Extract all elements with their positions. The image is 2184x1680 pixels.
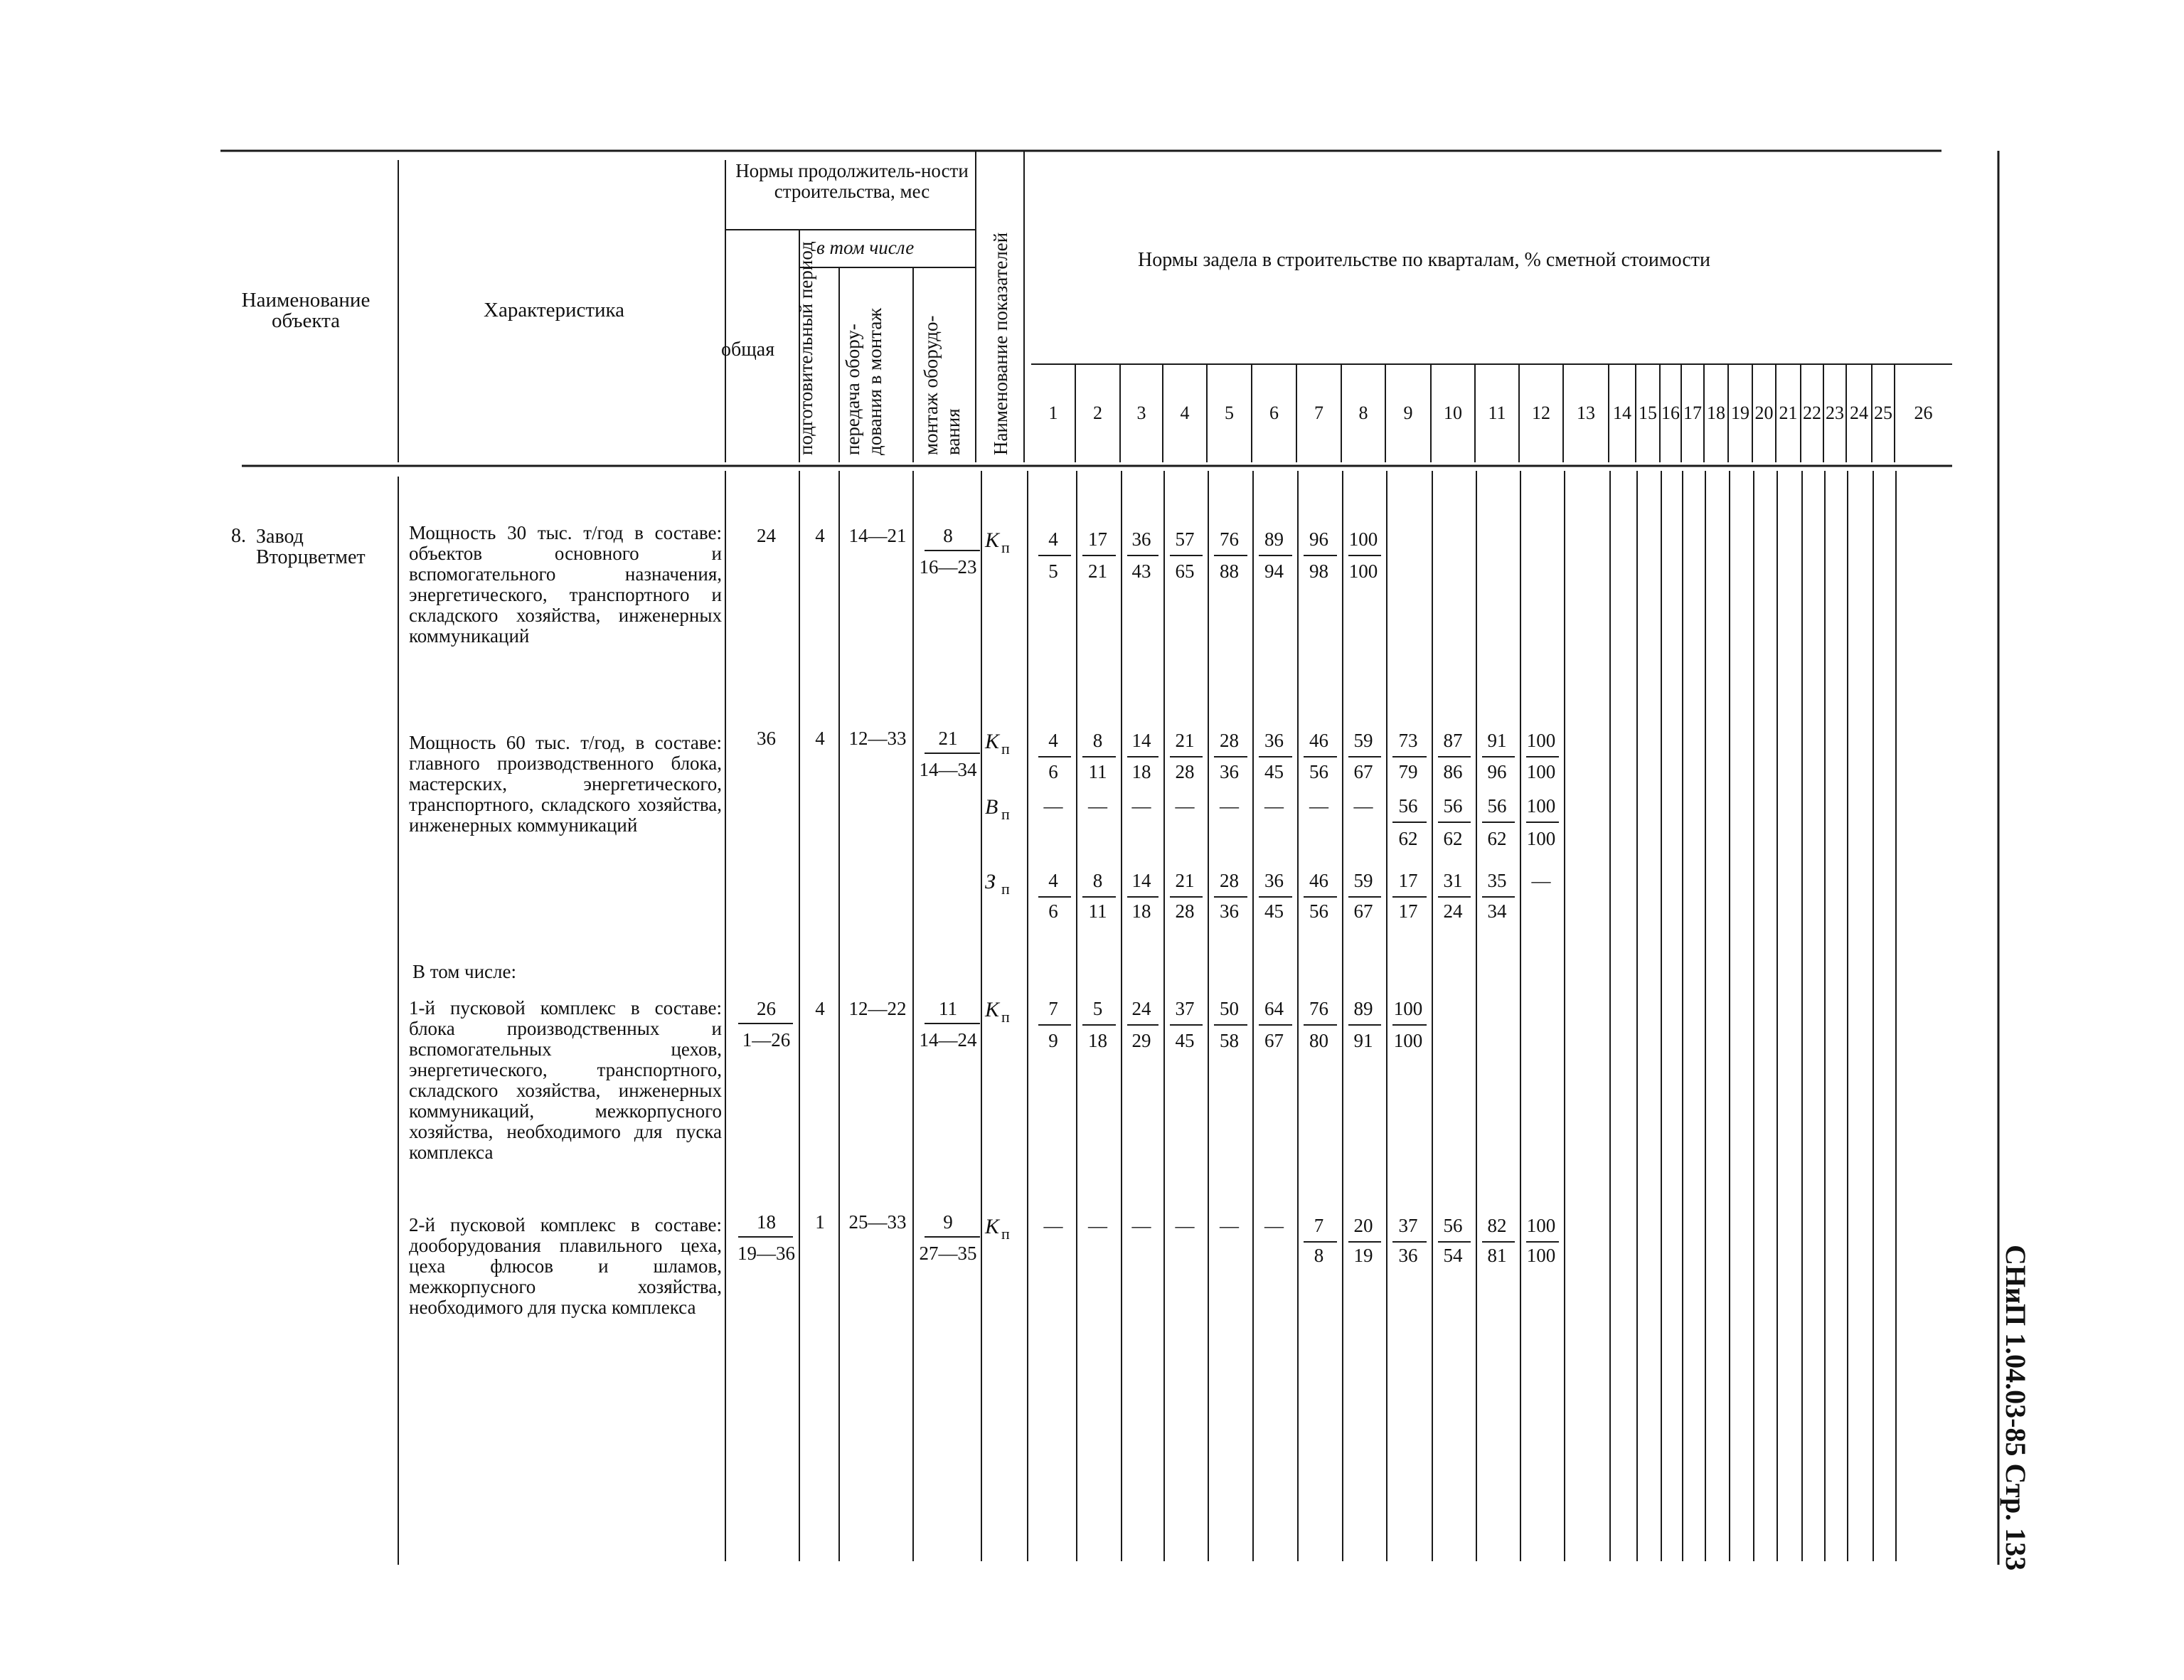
backlog-value-bottom: 100	[1526, 761, 1556, 782]
backlog-value-bottom: 91	[1353, 1030, 1373, 1051]
row-total: 18	[757, 1211, 776, 1233]
backlog-value-top: 73	[1398, 730, 1418, 751]
backlog-value-bottom: 9	[1048, 1030, 1058, 1051]
row-install-top: 11	[939, 998, 957, 1019]
quarter-header-3: 3	[1136, 403, 1146, 423]
row-install-top: 9	[943, 1211, 953, 1233]
backlog-value-top: 91	[1487, 730, 1507, 751]
backlog-value-top: —	[1220, 1215, 1239, 1236]
row-install-bottom: 14—24	[919, 1029, 977, 1051]
quarter-header-19: 19	[1731, 403, 1749, 423]
backlog-value-top: 36	[1264, 730, 1284, 751]
backlog-value-top: 14	[1131, 730, 1151, 751]
col-incl-header: в том числе	[816, 237, 915, 258]
backlog-value-top: —	[1531, 870, 1551, 891]
quarter-header-21: 21	[1779, 403, 1798, 423]
row-install-bottom: 14—34	[919, 759, 977, 780]
quarter-header-24: 24	[1850, 403, 1868, 423]
indicator-label: К	[985, 730, 999, 753]
quarter-header-25: 25	[1874, 403, 1892, 423]
quarter-header-14: 14	[1613, 403, 1631, 423]
backlog-value-bottom: 36	[1220, 761, 1239, 782]
backlog-value-bottom: 18	[1088, 1030, 1107, 1051]
backlog-value-bottom: 24	[1443, 900, 1463, 922]
indicator-sub: п	[1001, 1008, 1010, 1026]
quarter-header-9: 9	[1403, 403, 1413, 423]
quarter-header-4: 4	[1180, 403, 1190, 423]
backlog-value-top: —	[1353, 795, 1373, 817]
indicator-label: З	[985, 870, 996, 893]
backlog-value-bottom: 45	[1264, 761, 1284, 782]
backlog-value-top: 7	[1314, 1215, 1324, 1236]
backlog-value-bottom: 18	[1131, 761, 1151, 782]
row-transfer: 25—33	[848, 1211, 907, 1233]
backlog-value-bottom: 58	[1220, 1030, 1239, 1051]
col-prep-header: подготовительный период	[795, 241, 816, 455]
backlog-value-bottom: 28	[1175, 761, 1195, 782]
row-install-top: 21	[938, 728, 958, 749]
indicator-sub: п	[1001, 1225, 1010, 1243]
backlog-value-top: 36	[1131, 528, 1151, 550]
backlog-value-bottom: 21	[1088, 560, 1107, 582]
backlog-value-top: 100	[1526, 795, 1556, 817]
backlog-value-top: —	[1309, 795, 1328, 817]
backlog-value-bottom: 67	[1353, 900, 1373, 922]
backlog-value-top: —	[1043, 1215, 1063, 1236]
backlog-value-bottom: 54	[1443, 1245, 1463, 1266]
backlog-value-bottom: 65	[1175, 560, 1195, 582]
quarter-header-18: 18	[1707, 403, 1725, 423]
backlog-value-bottom: 94	[1264, 560, 1284, 582]
backlog-value-top: 59	[1353, 870, 1373, 891]
backlog-value-top: 37	[1175, 998, 1195, 1019]
backlog-value-bottom: 6	[1048, 900, 1058, 922]
row-total-range: 19—36	[737, 1243, 795, 1264]
row-total-range: 1—26	[742, 1029, 791, 1051]
backlog-value-top: 4	[1048, 528, 1058, 550]
quarter-header-8: 8	[1358, 403, 1368, 423]
object-name: Завод Вторцветмет	[256, 526, 366, 568]
backlog-value-bottom: 100	[1393, 1030, 1423, 1051]
backlog-value-top: 20	[1353, 1215, 1373, 1236]
backlog-value-top: 96	[1309, 528, 1328, 550]
backlog-value-top: —	[1220, 795, 1239, 817]
backlog-value-top: 100	[1393, 998, 1423, 1019]
backlog-value-bottom: 43	[1131, 560, 1151, 582]
backlog-value-top: 57	[1175, 528, 1195, 550]
row-description: Мощность 60 тыс. т/год, в составе: главного производственного блока, мастерских, энергетического, транспортного, складского хозяйства, инженерных коммуникаций	[409, 732, 722, 836]
backlog-value-bottom: 88	[1220, 560, 1239, 582]
quarter-header-16: 16	[1661, 403, 1680, 423]
row-transfer: 12—22	[848, 998, 907, 1019]
backlog-value-bottom: 11	[1088, 761, 1107, 782]
backlog-value-top: 56	[1398, 795, 1418, 817]
backlog-value-bottom: 6	[1048, 761, 1058, 782]
backlog-value-bottom: 86	[1443, 761, 1463, 782]
row-total: 36	[757, 728, 776, 749]
backlog-value-top: 59	[1353, 730, 1373, 751]
col-backlog-header: Нормы задела в строительстве по кварталам, % сметной стоимости	[1138, 249, 1710, 271]
quarter-header-1: 1	[1048, 403, 1058, 423]
row-transfer: 14—21	[848, 525, 907, 546]
backlog-value-bottom: 100	[1348, 560, 1378, 582]
col-char-header: Характеристика	[484, 299, 625, 321]
backlog-value-top: 100	[1348, 528, 1378, 550]
row-transfer: 12—33	[848, 728, 907, 749]
quarter-header-11: 11	[1488, 403, 1506, 423]
backlog-value-top: 14	[1131, 870, 1151, 891]
backlog-value-bottom: 29	[1131, 1030, 1151, 1051]
backlog-value-bottom: 45	[1264, 900, 1284, 922]
backlog-value-top: 56	[1443, 1215, 1463, 1236]
backlog-value-top: —	[1088, 795, 1107, 817]
quarter-header-12: 12	[1532, 403, 1550, 423]
row-description: Мощность 30 тыс. т/год в составе: объектов основного и вспомогательного назначения, энергетического, транспортного и складского хозяйства, инженерных коммуникаций	[409, 522, 722, 647]
quarter-header-6: 6	[1269, 403, 1279, 423]
backlog-value-bottom: 45	[1175, 1030, 1195, 1051]
row-total: 26	[757, 998, 776, 1019]
backlog-value-top: —	[1131, 1215, 1151, 1236]
backlog-value-bottom: 80	[1309, 1030, 1328, 1051]
quarter-header-20: 20	[1754, 403, 1774, 423]
row-intro-text: В том числе:	[412, 961, 516, 982]
col-indicator-header: Наименование показателей	[990, 232, 1011, 455]
backlog-value-bottom: 11	[1088, 900, 1107, 922]
quarter-header-22: 22	[1803, 403, 1821, 423]
backlog-value-top: 64	[1264, 998, 1284, 1019]
col-name-header: Наименование объекта	[241, 289, 371, 332]
row-install-top: 8	[943, 525, 953, 546]
backlog-value-top: —	[1131, 795, 1151, 817]
backlog-value-top: 89	[1353, 998, 1373, 1019]
backlog-value-bottom: 56	[1309, 761, 1328, 782]
backlog-value-top: 17	[1398, 870, 1418, 891]
backlog-value-bottom: 56	[1309, 900, 1328, 922]
backlog-value-top: 46	[1309, 730, 1328, 751]
backlog-value-bottom: 62	[1443, 828, 1463, 849]
backlog-value-bottom: 96	[1487, 761, 1507, 782]
backlog-value-bottom: 100	[1526, 1245, 1556, 1266]
backlog-value-top: 56	[1487, 795, 1507, 817]
backlog-value-top: 21	[1175, 870, 1195, 891]
backlog-value-top: 37	[1398, 1215, 1418, 1236]
row-description: 2-й пусковой комплекс в составе: дооборудования плавильного цеха, цеха флюсов и шламов, межкорпусного хозяйства, необходимого для пуска комплекса	[409, 1214, 722, 1318]
backlog-value-top: 7	[1048, 998, 1058, 1019]
backlog-value-bottom: 100	[1526, 828, 1556, 849]
backlog-value-top: 4	[1048, 730, 1058, 751]
backlog-value-top: 21	[1175, 730, 1195, 751]
page-side-title: СНиП 1.04.03-85 Стр. 133	[2000, 1245, 2032, 1571]
quarter-header-15: 15	[1639, 403, 1657, 423]
backlog-value-top: —	[1043, 795, 1063, 817]
backlog-value-top: —	[1264, 795, 1284, 817]
backlog-value-top: 35	[1487, 870, 1507, 891]
backlog-value-top: 56	[1443, 795, 1463, 817]
backlog-value-bottom: 62	[1398, 828, 1418, 849]
backlog-value-bottom: 19	[1353, 1245, 1373, 1266]
backlog-value-top: —	[1088, 1215, 1107, 1236]
backlog-value-top: 4	[1048, 870, 1058, 891]
object-number: 8.	[231, 525, 246, 547]
backlog-value-bottom: 98	[1309, 560, 1328, 582]
row-install-bottom: 16—23	[919, 556, 977, 578]
quarter-header-23: 23	[1826, 403, 1844, 423]
row-prep: 4	[815, 728, 825, 749]
backlog-value-bottom: 67	[1264, 1030, 1284, 1051]
col-norms-header: Нормы продолжитель-ности строительства, мес	[735, 160, 969, 202]
backlog-value-top: 24	[1131, 998, 1151, 1019]
backlog-value-bottom: 8	[1314, 1245, 1324, 1266]
backlog-value-top: 50	[1220, 998, 1239, 1019]
backlog-value-top: —	[1264, 1215, 1284, 1236]
backlog-value-top: 17	[1088, 528, 1107, 550]
backlog-value-bottom: 5	[1048, 560, 1058, 582]
row-total: 24	[757, 525, 776, 546]
backlog-value-top: 46	[1309, 870, 1328, 891]
row-prep: 1	[815, 1211, 825, 1233]
backlog-value-top: 76	[1220, 528, 1239, 550]
backlog-value-top: 100	[1526, 1215, 1556, 1236]
backlog-value-top: 8	[1092, 730, 1103, 751]
indicator-sub: п	[1001, 740, 1010, 757]
indicator-sub: п	[1001, 538, 1010, 556]
backlog-value-bottom: 79	[1398, 761, 1418, 782]
backlog-value-bottom: 81	[1487, 1245, 1507, 1266]
backlog-value-top: 100	[1526, 730, 1556, 751]
row-install-bottom: 27—35	[919, 1243, 977, 1264]
backlog-value-bottom: 36	[1398, 1245, 1418, 1266]
row-description: 1-й пусковой комплекс в составе: блока производственных и вспомогательных цехов, энергетического, транспортного, складского хозяйства, инженерных коммуникаций, межкорпусного хозяйства, необходимого для пуска комплекса	[409, 997, 722, 1163]
indicator-label: К	[985, 1215, 999, 1238]
indicator-label: К	[985, 998, 999, 1021]
indicator-label: В	[985, 795, 998, 819]
backlog-value-bottom: 17	[1398, 900, 1418, 922]
col-transfer-header: передача обору-дования в монтаж	[842, 308, 885, 455]
quarter-header-17: 17	[1683, 403, 1702, 423]
backlog-value-bottom: 62	[1487, 828, 1507, 849]
indicator-sub: п	[1001, 805, 1010, 823]
indicator-label: К	[985, 528, 999, 552]
quarter-header-10: 10	[1444, 403, 1462, 423]
quarter-header-13: 13	[1577, 403, 1595, 423]
row-prep: 4	[815, 998, 825, 1019]
col-install-header: монтаж оборудо-вания	[920, 315, 964, 455]
indicator-sub: п	[1001, 880, 1010, 898]
row-prep: 4	[815, 525, 825, 546]
quarter-header-26: 26	[1914, 403, 1933, 423]
quarter-header-2: 2	[1093, 403, 1102, 423]
backlog-value-top: 36	[1264, 870, 1284, 891]
backlog-value-bottom: 28	[1175, 900, 1195, 922]
backlog-value-top: —	[1175, 1215, 1195, 1236]
backlog-value-top: 5	[1092, 998, 1103, 1019]
backlog-value-top: 28	[1220, 730, 1239, 751]
backlog-value-bottom: 36	[1220, 900, 1239, 922]
quarter-header-7: 7	[1314, 403, 1323, 423]
backlog-value-bottom: 18	[1131, 900, 1151, 922]
backlog-value-top: 87	[1443, 730, 1463, 751]
backlog-value-bottom: 34	[1487, 900, 1507, 922]
backlog-value-top: 31	[1443, 870, 1463, 891]
quarter-header-5: 5	[1225, 403, 1234, 423]
backlog-value-top: 28	[1220, 870, 1239, 891]
backlog-value-bottom: 67	[1353, 761, 1373, 782]
backlog-value-top: —	[1175, 795, 1195, 817]
backlog-value-top: 82	[1487, 1215, 1507, 1236]
backlog-value-top: 76	[1309, 998, 1328, 1019]
backlog-value-top: 89	[1264, 528, 1284, 550]
backlog-value-top: 8	[1092, 870, 1103, 891]
col-total-header: общая	[721, 339, 775, 361]
